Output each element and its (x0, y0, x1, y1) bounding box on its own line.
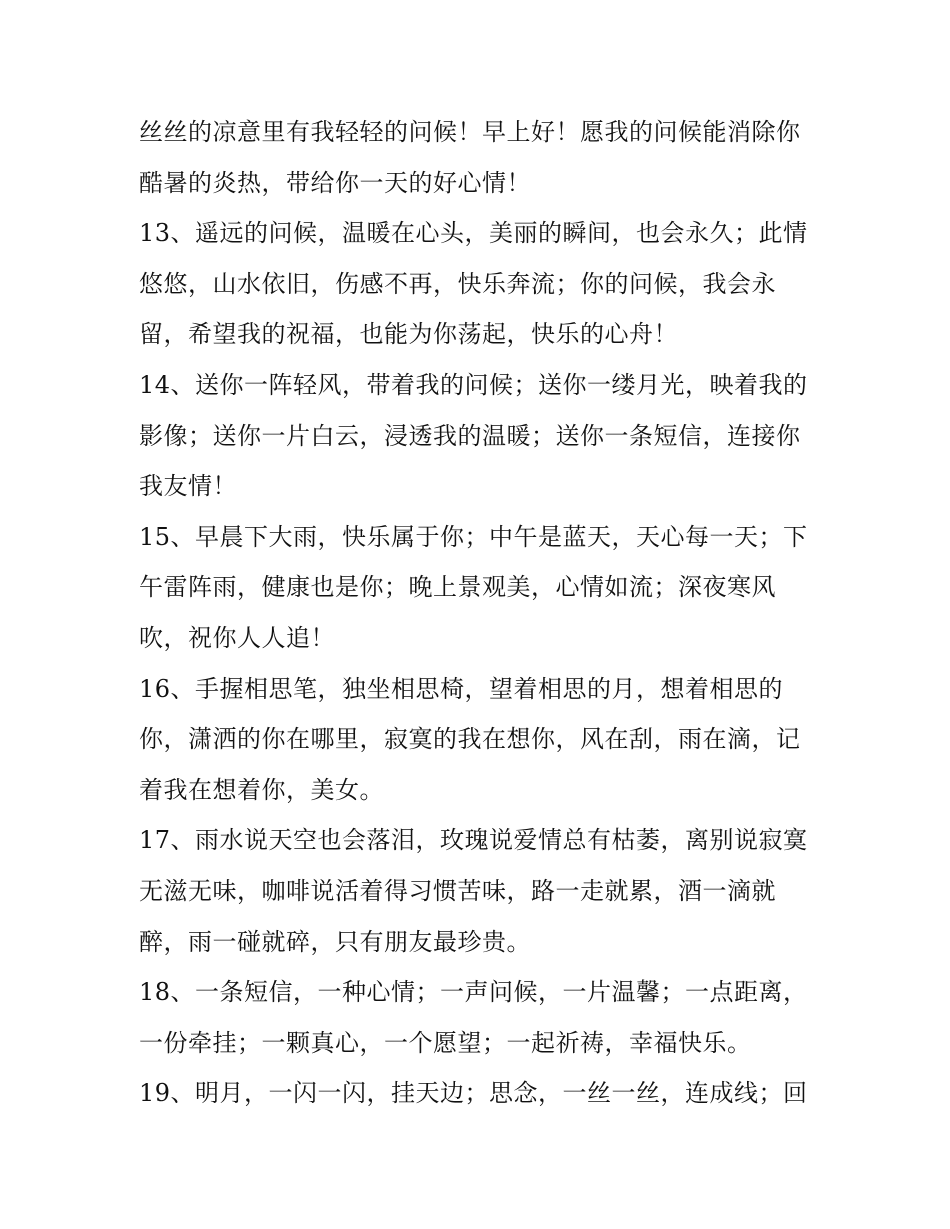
paragraph-14 (139, 360, 819, 512)
text-line: 午雷阵雨，健康也是你；晚上景观美，心情如流；深夜寒风 (139, 573, 776, 602)
text-line: 我友情！ (139, 472, 237, 501)
paragraph-17 (139, 815, 819, 967)
text-line: 15、早晨下大雨，快乐属于你；中午是蓝天，天心每一天；下 (139, 522, 808, 551)
text-line: 影像；送你一片白云，浸透我的温暖；送你一条短信，连接你 (139, 421, 801, 450)
paragraph (139, 107, 819, 208)
paragraph-16 (139, 664, 819, 816)
paragraph-13 (139, 208, 819, 360)
text-line: 19、明月，一闪一闪，挂天边；思念，一丝一丝，连成线；回 (139, 1079, 808, 1108)
text-line: 你，潇洒的你在哪里，寂寞的我在想你，风在刮，雨在滴，记 (139, 725, 801, 754)
paragraph-19 (139, 1068, 819, 1119)
text-line: 无滋无味，咖啡说活着得习惯苦味，路一走就累，酒一滴就 (139, 876, 776, 905)
document-body (139, 107, 819, 1119)
text-line: 18、一条短信，一种心情；一声问候，一片温馨；一点距离， (139, 978, 808, 1007)
text-line: 16、手握相思笔，独坐相思椅，望着相思的月，想着相思的 (139, 674, 784, 703)
text-line: 丝丝的凉意里有我轻轻的问候！早上好！愿我的问候能消除你 (139, 118, 801, 146)
text-line: 13、遥远的问候，温暖在心头，美丽的瞬间，也会永久；此情 (139, 219, 808, 248)
text-line: 醉，雨一碰就碎，只有朋友最珍贵。 (139, 927, 531, 956)
text-line: 悠悠，山水依旧，伤感不再，快乐奔流；你的问候，我会永 (139, 269, 776, 298)
paragraph-15 (139, 512, 819, 664)
text-line: 酷暑的炎热，带给你一天的好心情！ (139, 168, 531, 197)
paragraph-18 (139, 967, 819, 1068)
text-line: 着我在想着你，美女。 (139, 775, 384, 804)
text-line: 一份牵挂；一颗真心，一个愿望；一起祈祷，幸福快乐。 (139, 1028, 752, 1057)
text-line: 14、送你一阵轻风，带着我的问候；送你一缕月光，映着我的 (139, 370, 808, 399)
text-line: 留，希望我的祝福，也能为你荡起，快乐的心舟！ (139, 320, 678, 349)
text-line: 吹，祝你人人追！ (139, 623, 335, 652)
text-line: 17、雨水说天空也会落泪，玫瑰说爱情总有枯萎，离别说寂寞 (139, 826, 808, 855)
